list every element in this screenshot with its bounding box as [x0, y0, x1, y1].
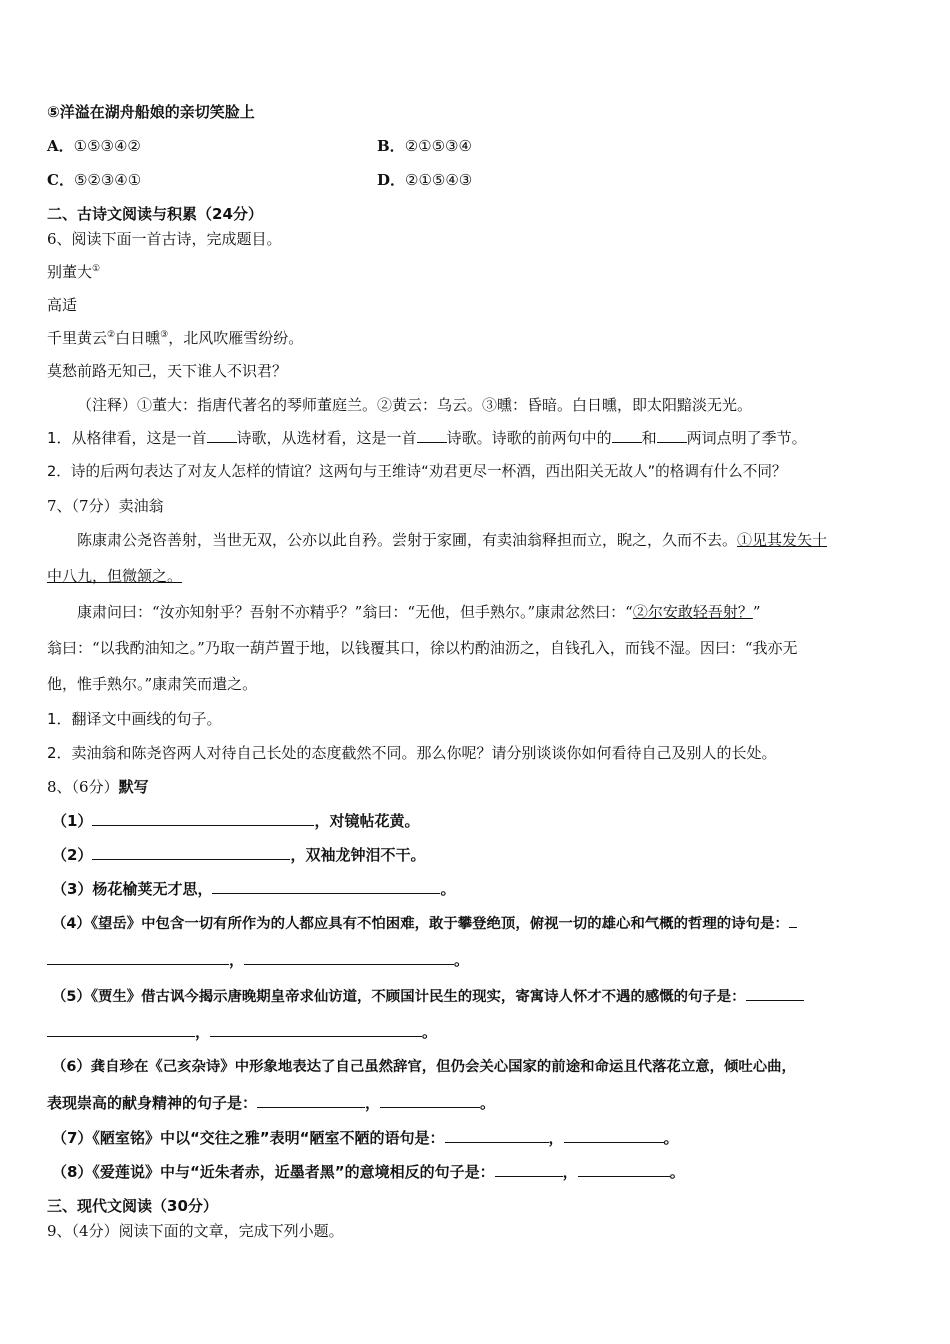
poem-line-1: 千里黄云②白日曛③，北风吹雁雪纷纷。 — [47, 329, 304, 347]
dictation-blank[interactable] — [380, 1093, 480, 1108]
dictation-blank[interactable] — [564, 1128, 664, 1143]
underlined-sentence-1: ①见其发矢十 — [737, 531, 828, 549]
q6-sub-2: 2．诗的后两句表达了对友人怎样的情谊？这两句与王维诗“劝君更尽一杯酒，西出阳关无故人”的格调有什么不同？ — [47, 463, 787, 480]
dictation-blank[interactable] — [47, 950, 229, 965]
poem-line-2: 莫愁前路无知己，天下谁人不识君？ — [47, 362, 288, 380]
blank[interactable] — [207, 428, 237, 443]
q6-intro: 6、阅读下面一首古诗，完成题目。 — [47, 230, 282, 248]
q7-sub-1: 1．翻译文中画线的句子。 — [47, 710, 222, 728]
q7-paragraph-2-cont: 翁曰：“以我酌油知之。”乃取一葫芦置于地，以钱覆其口，徐以杓酌油沥之，自钱孔入，而钱不湿。因曰：“我亦无 — [47, 639, 798, 657]
dictation-blank[interactable] — [445, 1128, 549, 1143]
q8-item-4-blanks: ， 。 — [47, 950, 469, 970]
q7-paragraph-1: 陈康肃公尧咨善射，当世无双，公亦以此自矜。尝射于家圃，有卖油翁释担而立，睨之，久而不去。①见其发矢十 — [77, 531, 828, 549]
q7-heading: 7、（7分）卖油翁 — [47, 497, 164, 515]
q5-item-5: ⑤洋溢在湖舟船娘的亲切笑脸上 — [47, 103, 255, 121]
q8-item-3: （3）杨花榆荚无才思， 。 — [52, 880, 456, 898]
option-d[interactable]: D．②①⑤④③ — [377, 171, 473, 189]
q8-item-2: （2） ，双袖龙钟泪不干。 — [52, 846, 426, 864]
option-a[interactable]: A．①⑤③④② — [47, 137, 141, 155]
underlined-sentence-2: ②尔安敢轻吾射？ — [632, 603, 753, 621]
q8-item-5-blanks: ， 。 — [47, 1022, 437, 1042]
q8-item-7: （7）《陋室铭》中以“交往之雅”表明“陋室不陋的语句是： ， 。 — [52, 1129, 679, 1147]
q7-paragraph-2: 康肃问曰：“汝亦知射乎？吾射不亦精乎？”翁曰：“无他，但手熟尔。”康肃忿然曰：“②尔安敢轻吾射？” — [77, 603, 761, 621]
dictation-blank[interactable] — [47, 1022, 195, 1037]
poem-notes: （注释）①董大：指唐代著名的琴师董庭兰。②黄云：乌云。③曛：昏暗。白日曛，即太阳黯淡无光。 — [77, 396, 753, 414]
blank[interactable] — [657, 428, 687, 443]
dictation-blank[interactable] — [495, 1162, 563, 1177]
option-b[interactable]: B．②①⑤③④ — [377, 137, 472, 155]
dictation-blank[interactable] — [746, 986, 804, 1001]
q8-heading: 8、（6分）默写 — [47, 778, 149, 796]
dictation-blank[interactable] — [578, 1162, 670, 1177]
poem-author: 高适 — [47, 296, 78, 314]
dictation-blank[interactable] — [92, 811, 314, 826]
dictation-blank[interactable] — [244, 950, 454, 965]
section-3-heading: 三、现代文阅读（30分） — [47, 1197, 218, 1215]
dictation-blank[interactable] — [92, 845, 290, 860]
q8-item-6-cont: 表现崇高的献身精神的句子是： ， 。 — [47, 1094, 496, 1112]
blank[interactable] — [417, 428, 447, 443]
dictation-blank[interactable] — [212, 879, 440, 894]
dictation-blank[interactable] — [257, 1093, 365, 1108]
q7-sub-2: 2．卖油翁和陈尧咨两人对待自己长处的态度截然不同。那么你呢？请分别谈谈你如何看待自己及别人的长处。 — [47, 744, 777, 762]
underlined-sentence-1-cont: 中八九，但微颔之。 — [47, 567, 183, 585]
q7-paragraph-2-end: 他，惟手熟尔。”康肃笑而遣之。 — [47, 675, 258, 693]
q8-item-1: （1） ，对镜帖花黄。 — [52, 812, 420, 830]
blank[interactable] — [612, 428, 642, 443]
q8-item-6: （6）龚自珍在《己亥杂诗》中形象地表达了自己虽然辞官，但仍会关心国家的前途和命运且代落花立意，倾吐心曲， — [52, 1059, 796, 1075]
q5-options-row-2 — [47, 170, 907, 190]
poem-title: 别董大① — [47, 263, 101, 281]
dictation-blank[interactable] — [789, 913, 797, 928]
q5-options-row-1 — [47, 136, 907, 156]
q8-item-4: （4）《望岳》中包含一切有所作为的人都应具有不怕困难，敢于攀登绝顶，俯视一切的雄心和气概的哲理的诗句是： — [52, 913, 797, 934]
q8-item-8: （8）《爱莲说》中与“近朱者赤，近墨者黑”的意境相反的句子是： ， 。 — [52, 1163, 685, 1181]
q9-intro: 9、（4分）阅读下面的文章，完成下列小题。 — [47, 1222, 344, 1240]
option-c[interactable]: C．⑤②③④① — [47, 171, 142, 189]
q8-item-5: （5）《贾生》借古讽今揭示唐晚期皇帝求仙访道，不顾国计民生的现实，寄寓诗人怀才不遇的感慨的句子是： — [52, 986, 804, 1007]
q6-sub-1: 1．从格律看，这是一首 诗歌，从选材看，这是一首 诗歌。诗歌的前两句中的 和 两词点明了季节。 — [47, 429, 807, 447]
section-2-heading: 二、古诗文阅读与积累（24分） — [47, 205, 263, 223]
dictation-blank[interactable] — [210, 1022, 422, 1037]
